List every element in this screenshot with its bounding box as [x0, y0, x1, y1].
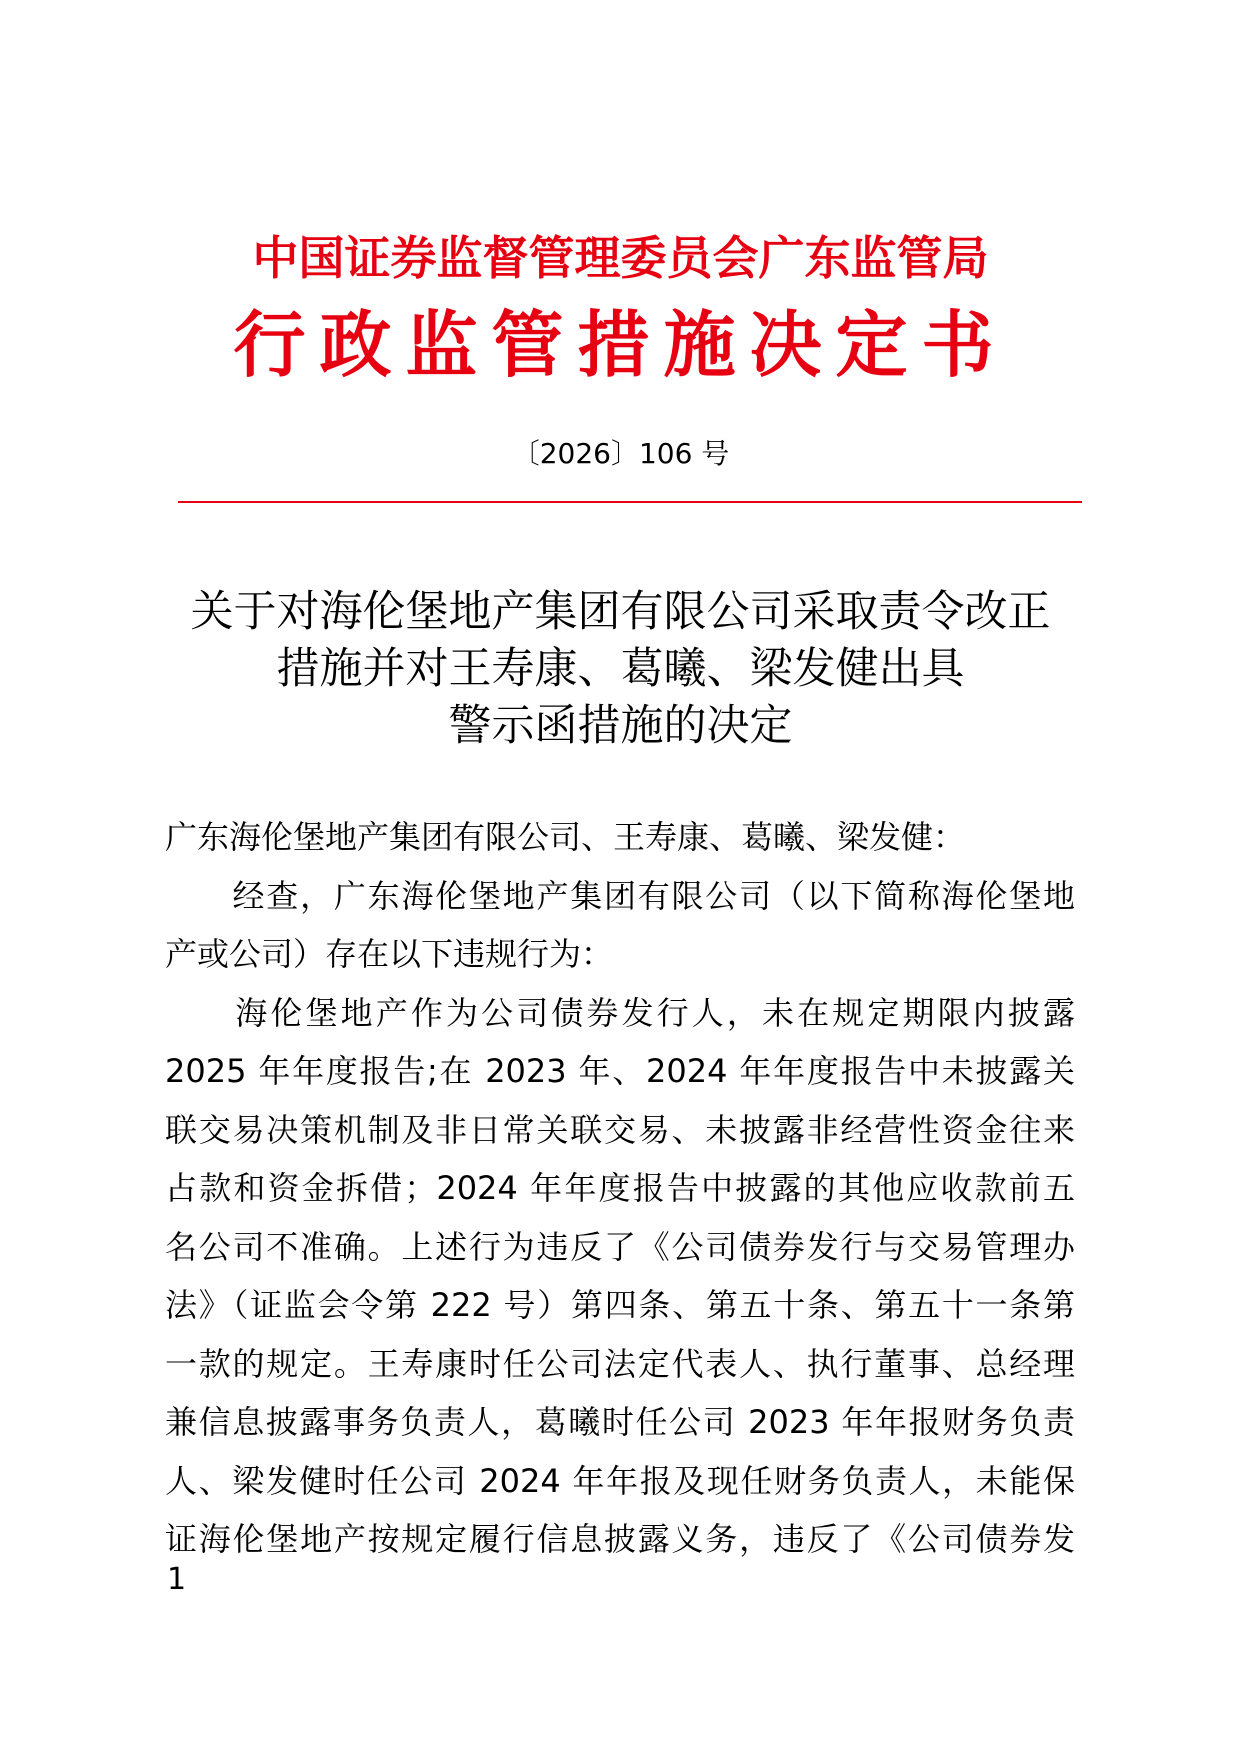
- paragraph-line: 联交易决策机制及非日常关联交易、未披露非经营性资金往来: [165, 1110, 1075, 1149]
- paragraph-line: 海伦堡地产作为公司债券发行人，未在规定期限内披露: [165, 993, 1075, 1032]
- salutation: 广东海伦堡地产集团有限公司、王寿康、葛曦、梁发健：: [165, 818, 966, 856]
- paragraph-line: 兼信息披露事务负责人，葛曦时任公司 2023 年年报财务负责: [165, 1403, 1075, 1441]
- paragraph-line: 经查，广东海伦堡地产集团有限公司（以下简称海伦堡地: [165, 876, 1075, 915]
- decision-title-line: 措施并对王寿康、葛曦、梁发健出具: [276, 644, 965, 694]
- paragraph-line: 一款的规定。王寿康时任公司法定代表人、执行董事、总经理: [165, 1344, 1075, 1383]
- paragraph-line: 占款和资金拆借；2024 年年度报告中披露的其他应收款前五: [165, 1169, 1075, 1207]
- decision-title-line: 关于对海伦堡地产集团有限公司采取责令改正: [190, 587, 1051, 637]
- document-body: [165, 808, 1075, 1569]
- issuer-name: 中国证券监督管理委员会广东监管局: [252, 231, 989, 285]
- document-number: 〔2026〕106 号: [511, 437, 730, 470]
- decision-title-line: 警示函措施的决定: [448, 701, 793, 751]
- paragraph-line: 2025 年年度报告;在 2023 年、2024 年年度报告中未披露关: [165, 1052, 1075, 1090]
- paragraph-line: 名公司不准确。上述行为违反了《公司债券发行与交易管理办: [165, 1227, 1075, 1266]
- page-number: 1: [167, 1562, 187, 1597]
- paragraph-line: 法》（证监会令第 222 号）第四条、第五十条、第五十一条第: [165, 1286, 1075, 1324]
- red-divider-line: [178, 501, 1082, 503]
- decision-title: [0, 584, 1241, 755]
- paragraph-line: 产或公司）存在以下违规行为：: [165, 935, 614, 973]
- paragraph-line: 证海伦堡地产按规定履行信息披露义务，违反了《公司债券发: [165, 1520, 1075, 1558]
- paragraph-line: 人、梁发健时任公司 2024 年年报及现任财务负责人，未能保: [165, 1461, 1075, 1500]
- document-type-title: 行政监管措施决定书: [233, 303, 1008, 387]
